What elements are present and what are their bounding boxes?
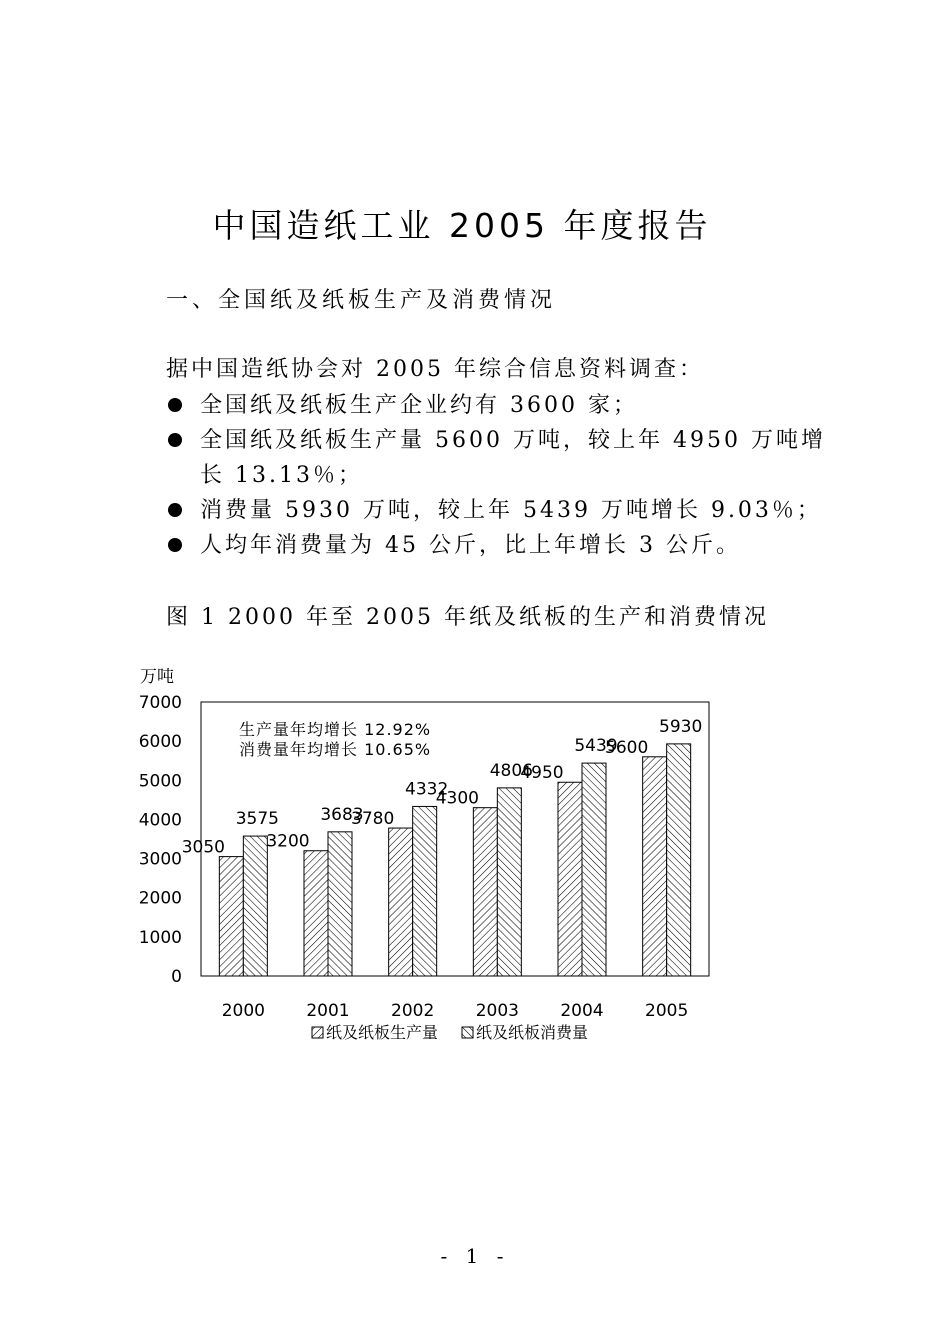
bar-value-label: 3200	[266, 831, 310, 852]
bar	[558, 782, 582, 976]
bar-value-label: 3683	[320, 804, 364, 825]
bar	[643, 757, 667, 976]
legend-swatch	[312, 1027, 323, 1038]
y-tick-label: 3000	[138, 849, 182, 870]
bar-chart	[130, 660, 730, 1060]
bar-value-label: 3575	[235, 809, 279, 830]
y-tick-label: 0	[171, 967, 182, 987]
bar	[328, 832, 352, 976]
y-tick-label: 7000	[138, 693, 182, 713]
y-tick-label: 1000	[138, 927, 182, 948]
bar-value-label: 3780	[351, 809, 395, 830]
y-tick-label: 4000	[138, 810, 182, 831]
growth-annotation: 消费量年均增长 10.65%	[239, 740, 432, 759]
bar	[219, 857, 243, 976]
bullet-dot-icon	[168, 433, 182, 447]
bar-value-label: 5930	[659, 716, 703, 737]
bullet-item	[166, 423, 826, 493]
bar	[389, 828, 413, 976]
bar	[582, 763, 606, 976]
growth-annotation: 生产量年均增长 12.92%	[239, 720, 432, 739]
bullet-text: 全国纸及纸板生产量 5600 万吨，较上年 4950 万吨增长 13.13％；	[200, 428, 826, 488]
bar-value-label: 4332	[405, 779, 449, 800]
x-tick-label: 2002	[391, 1001, 435, 1021]
intro-paragraph: 据中国造纸协会对 2005 年综合信息资料调查：	[166, 357, 704, 382]
bar	[667, 744, 691, 976]
legend-label: 纸及纸板消费量	[476, 1023, 589, 1042]
bullet-text: 消费量 5930 万吨，较上年 5439 万吨增长 9.03％；	[200, 498, 822, 523]
y-tick-label: 6000	[138, 732, 182, 753]
bullet-item	[166, 528, 826, 563]
x-tick-label: 2000	[221, 1001, 265, 1021]
bar	[473, 808, 497, 976]
x-tick-label: 2001	[306, 1001, 350, 1021]
page-number: - 1 -	[440, 1244, 510, 1268]
bullet-dot-icon	[168, 398, 182, 412]
bullet-text: 人均年消费量为 45 公斤，比上年增长 3 公斤。	[200, 533, 741, 558]
bullet-item	[166, 388, 826, 423]
bar-value-label: 4806	[489, 760, 533, 781]
bar-value-label: 5439	[574, 736, 618, 757]
bullet-item	[166, 493, 826, 528]
bar	[243, 836, 267, 976]
figure-caption: 图 1 2000 年至 2005 年纸及纸板的生产和消费情况	[166, 605, 769, 630]
x-tick-label: 2004	[560, 1001, 604, 1021]
bullet-text: 全国纸及纸板生产企业约有 3600 家；	[200, 393, 638, 418]
section-heading: 一、全国纸及纸板生产及消费情况	[166, 288, 557, 313]
bar-value-label: 4950	[520, 763, 564, 784]
bar-value-label: 4300	[435, 788, 479, 809]
page-title: 中国造纸工业 2005 年度报告	[212, 206, 712, 246]
y-tick-label: 2000	[138, 888, 182, 909]
legend-label: 纸及纸板生产量	[326, 1023, 439, 1042]
bar-value-label: 3050	[181, 837, 225, 858]
x-tick-label: 2003	[475, 1001, 519, 1021]
bullet-dot-icon	[168, 503, 182, 517]
x-tick-label: 2005	[645, 1001, 689, 1021]
bar	[304, 851, 328, 976]
legend-swatch	[462, 1027, 473, 1038]
bullet-dot-icon	[168, 538, 182, 552]
bar	[413, 806, 437, 976]
y-tick-label: 5000	[138, 771, 182, 792]
y-axis-unit-label: 万吨	[140, 667, 174, 687]
bar	[497, 788, 521, 976]
bullet-list	[166, 388, 826, 563]
bar-value-label: 5600	[605, 737, 649, 758]
